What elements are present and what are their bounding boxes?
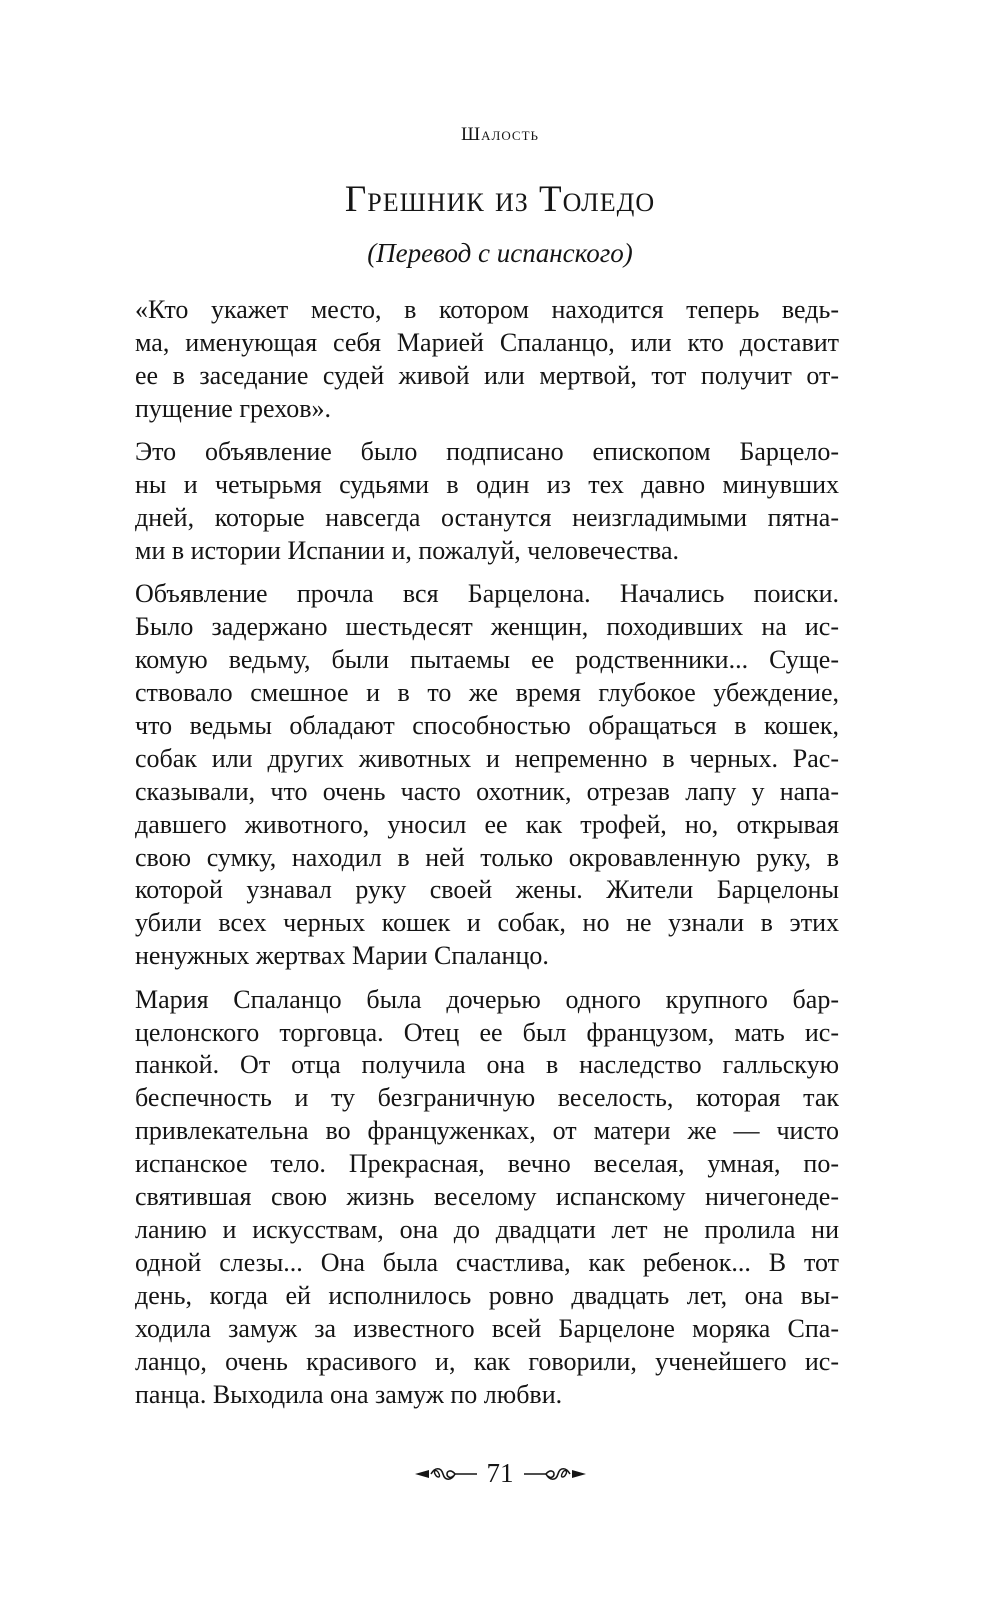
paragraph (101, 294, 839, 426)
page-footer (0, 1458, 1000, 1489)
text-line: испанское тело. Прекрасная, вечно веселая, умная, по- (135, 1149, 839, 1179)
text-line: собак или других животных и непременно в черных. Рас- (135, 743, 839, 773)
text-line: ненужных жертвах Марии Спаланцо. (135, 941, 549, 971)
text-line: панца. Выходила она замуж по любви. (135, 1379, 563, 1409)
text-line: святившая свою жизнь веселому испанскому ничегонеде- (135, 1182, 839, 1212)
page-number: 71 (486, 1458, 514, 1488)
text-line: ма, именующая себя Марией Спаланцо, или кто доставит (135, 327, 839, 357)
body-text (101, 294, 839, 1422)
text-line: дней, которые навсегда останутся неизгладимыми пятна- (135, 502, 839, 532)
paragraph (101, 984, 839, 1412)
text-line: день, когда ей исполнилось ровно двадцать лет, она вы- (135, 1280, 839, 1310)
text-line: Объявление прочла вся Барцелона. Начались поиски. (135, 579, 839, 609)
text-line: ходила замуж за известного всей Барцелоне моряка Спа- (135, 1313, 839, 1343)
text-line: целонского торговца. Отец ее был французом, мать ис- (135, 1017, 839, 1047)
text-line: ланцо, очень красивого и, как говорили, ученейшего ис- (135, 1346, 839, 1376)
flourish-left-ornament-icon (413, 1463, 479, 1485)
text-line: убили всех черных кошек и собак, но не узнали в этих (135, 908, 839, 938)
text-line: ми в истории Испании и, пожалуй, человечества. (135, 535, 680, 565)
chapter-title: Грешник из Толедо (344, 179, 656, 220)
text-line: пущение грехов». (135, 393, 331, 423)
text-line: что ведьмы обладают способностью обращаться в кошек, (135, 710, 839, 740)
text-line: панкой. От отца получила она в наследство галльскую (135, 1050, 839, 1080)
paragraph (101, 578, 839, 973)
text-line: Это объявление было подписано епископом Барцело- (135, 437, 839, 467)
text-line: сказывали, что очень часто охотник, отрезав лапу у напа- (135, 776, 839, 806)
text-line: давшего животного, уносил ее как трофей, но, открывая (135, 809, 839, 839)
text-line: ее в заседание судей живой или мертвой, тот получит от- (135, 360, 839, 390)
text-line: которой узнавал руку своей жены. Жители Барцелоны (135, 875, 839, 905)
flourish-right-ornament-icon (522, 1463, 588, 1485)
paragraph (101, 436, 839, 568)
text-line: свою сумку, находил в ней только окровавленную руку, в (135, 842, 839, 872)
text-line: привлекательна во француженках, от матери же — чисто (135, 1116, 839, 1146)
text-line: «Кто укажет место, в котором находится теперь ведь- (135, 295, 839, 324)
text-line: ны и четырьмя судьями в один из тех давно минувших (135, 470, 839, 500)
text-line: Было задержано шестьдесят женщин, походивших на ис- (135, 612, 839, 642)
text-line: одной слезы... Она была счастлива, как ребенок... В тот (135, 1247, 839, 1277)
text-line: ланию и искусствам, она до двадцати лет не пролила ни (135, 1214, 839, 1244)
text-line: комую ведьму, были пытаемы ее родственники... Суще- (135, 645, 839, 675)
running-header: Шалость (461, 124, 539, 145)
text-line: беспечность и ту безграничную веселость, которая так (135, 1083, 839, 1113)
chapter-subtitle: (Перевод с испанского) (367, 238, 633, 268)
text-line: ствовало смешное и в то же время глубокое убеждение, (135, 677, 839, 707)
text-line: Мария Спаланцо была дочерью одного крупного бар- (135, 984, 839, 1014)
